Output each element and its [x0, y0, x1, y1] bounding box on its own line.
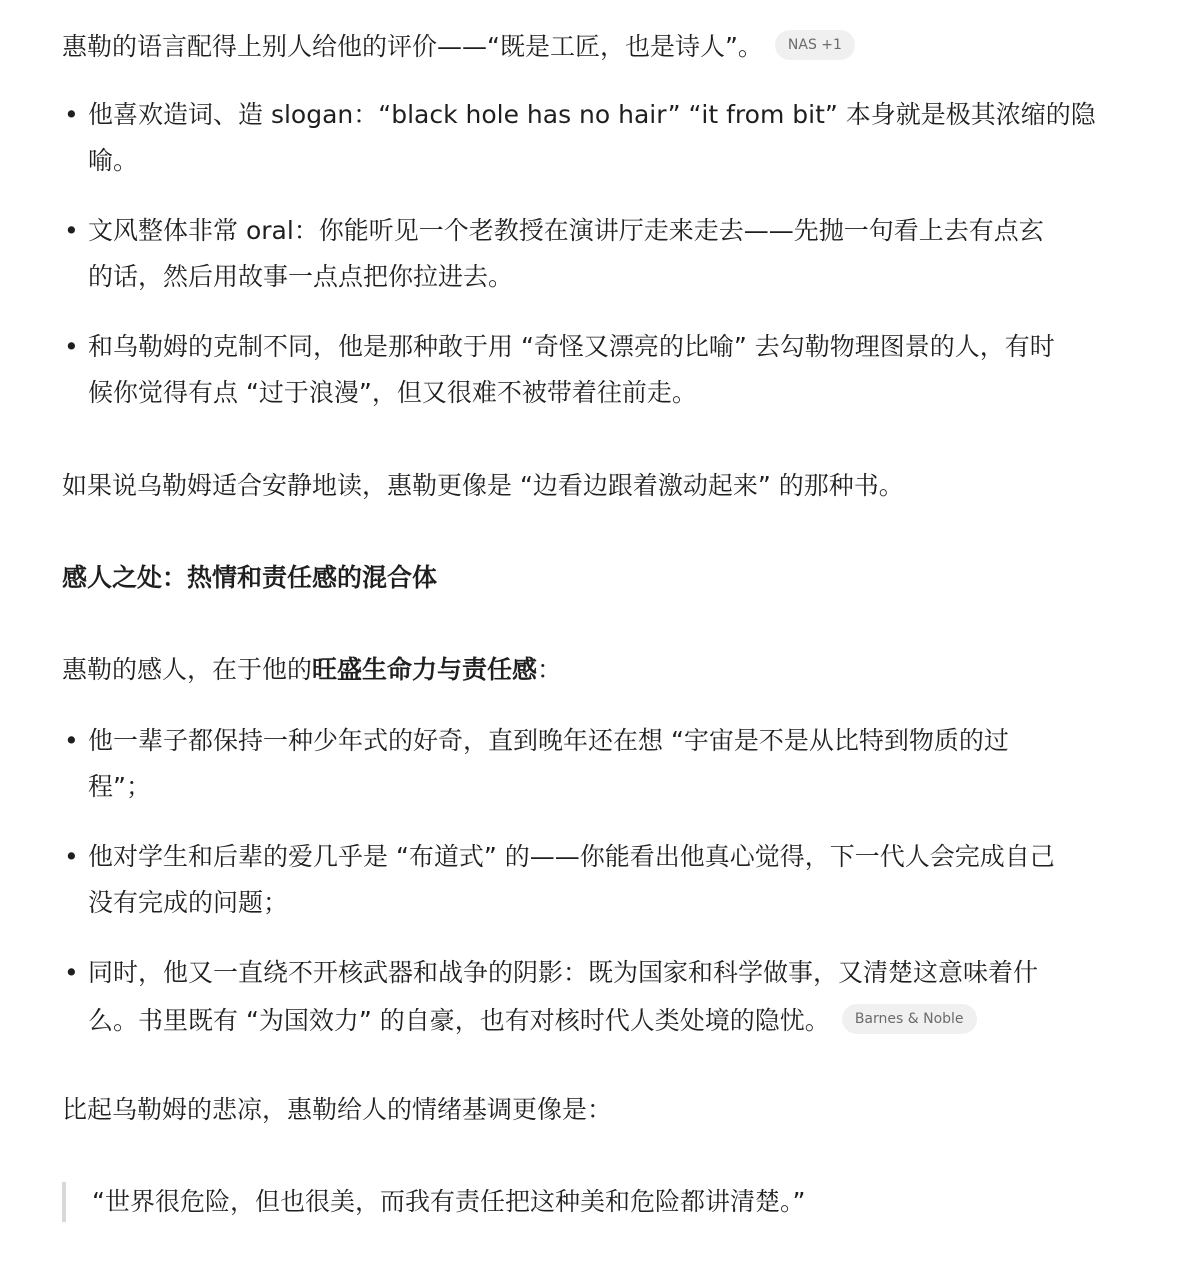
list-item — [62, 92, 1162, 184]
intro-text: 惠勒的语言配得上别人给他的评价——“既是工匠，也是诗人”。 — [62, 32, 763, 61]
list-item-line: 没有完成的问题； — [88, 888, 289, 917]
list-item-line: 喻。 — [88, 146, 139, 175]
list-item — [62, 208, 1162, 300]
list-item-line: 同时，他又一直绕不开核武器和战争的阴影：既为国家和科学做事，又清楚这意味着什 — [88, 958, 1039, 987]
list-item-line: 文风整体非常 oral：你能听见一个老教授在演讲厅走来走去——先抛一句看上去有点玄 — [88, 216, 1044, 245]
quote-text: “世界很危险，但也很美，而我有责任把这种美和危险都讲清楚。” — [92, 1187, 806, 1216]
blockquote — [62, 1182, 805, 1222]
language-style-list — [62, 92, 1162, 416]
bullet-icon: • — [64, 332, 79, 361]
list-item-line: 的话，然后用故事一点点把你拉进去。 — [88, 262, 514, 291]
bullet-icon: • — [64, 216, 79, 245]
touching-list — [62, 718, 1162, 1046]
tone-paragraph: 比起乌勒姆的悲凉，惠勒给人的情绪基调更像是： — [62, 1095, 613, 1124]
list-item-line: 程”； — [88, 772, 151, 801]
comparison-paragraph: 如果说乌勒姆适合安静地读，惠勒更像是 “边看边跟着激动起来” 的那种书。 — [62, 471, 904, 500]
touching-prefix: 惠勒的感人，在于他的 — [62, 655, 313, 684]
list-item — [62, 834, 1162, 926]
list-item-line: 和乌勒姆的克制不同，他是那种敢于用 “奇怪又漂亮的比喻” 去勾勒物理图景的人，有时 — [88, 332, 1055, 361]
list-item-text: 么。书里既有 “为国效力” 的自豪，也有对核时代人类处境的隐忧。 — [88, 1006, 830, 1035]
list-item — [62, 950, 1162, 1046]
touching-suffix: ： — [537, 655, 563, 684]
list-item-line — [88, 996, 1162, 1046]
section-heading: 感人之处：热情和责任感的混合体 — [62, 563, 438, 592]
list-item-line: 他对学生和后辈的爱几乎是 “布道式” 的——你能看出他真心觉得，下一代人会完成自己 — [88, 842, 1055, 871]
source-badge-nas[interactable]: NAS +1 — [775, 30, 855, 60]
touching-bold: 旺盛生命力与责任感 — [312, 655, 538, 684]
list-item-line: 他喜欢造词、造 slogan：“black hole has no hair” “it from bit” 本身就是极其浓缩的隐 — [88, 100, 1096, 129]
bullet-icon: • — [64, 100, 79, 129]
list-item-line: 他一辈子都保持一种少年式的好奇，直到晚年还在想 “宇宙是不是从比特到物质的过 — [88, 726, 1009, 755]
source-badge-barnes-noble[interactable]: Barnes & Noble — [842, 1004, 977, 1034]
bullet-icon: • — [64, 958, 79, 987]
touching-paragraph — [62, 647, 562, 693]
bullet-icon: • — [64, 726, 79, 755]
list-item-line: 候你觉得有点 “过于浪漫”，但又很难不被带着往前走。 — [88, 378, 697, 407]
intro-paragraph — [62, 24, 855, 70]
list-item — [62, 718, 1162, 810]
bullet-icon: • — [64, 842, 79, 871]
list-item — [62, 324, 1162, 416]
